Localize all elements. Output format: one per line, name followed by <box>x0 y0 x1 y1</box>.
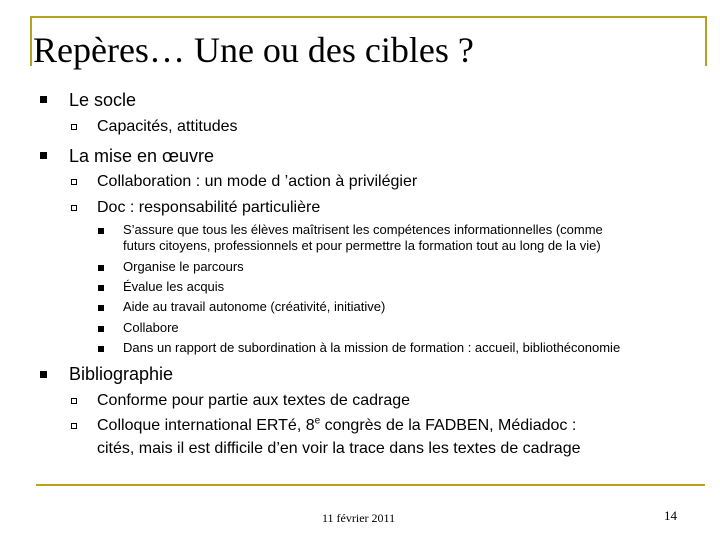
bullet-hollow-square-icon <box>71 398 77 404</box>
footer-date: 11 février 2011 <box>322 511 396 525</box>
sub-bullet-collaboration: Collaboration : un mode d ’action à privilégier <box>97 173 418 190</box>
bullet-square-icon <box>40 152 47 159</box>
bullet-hollow-square-icon <box>71 423 77 429</box>
bullet-bibliographie: Bibliographie <box>69 364 174 384</box>
bullet-small-square-icon <box>98 326 104 332</box>
slide-title: Repères… Une ou des cibles ? <box>33 30 474 70</box>
bullet-small-square-icon <box>98 285 104 291</box>
item-sassure-line2: futurs citoyens, professionnels et pour permettre la formation tout au long de la vie) <box>123 238 601 253</box>
item-organise: Organise le parcours <box>123 259 244 274</box>
colloque-superscript: e <box>314 415 321 427</box>
item-collabore: Collabore <box>123 320 179 335</box>
bullet-small-square-icon <box>98 265 104 271</box>
title-frame-right <box>705 16 707 66</box>
item-evalue: Évalue les acquis <box>123 279 225 294</box>
bullet-small-square-icon <box>98 305 104 311</box>
sub-bullet-colloque-line1 <box>97 416 576 436</box>
title-frame-left <box>30 16 32 66</box>
colloque-text-b: congrès de la FADBEN, Médiadoc : <box>320 417 577 434</box>
item-sassure-line1: S’assure que tous les élèves maîtrisent les compétences informationnelles (comme <box>123 222 603 237</box>
bullet-square-icon <box>40 96 47 103</box>
sub-bullet-doc: Doc : responsabilité particulière <box>97 199 321 216</box>
sub-bullet-colloque-line2: cités, mais il est difficile d’en voir la trace dans les textes de cadrage <box>97 440 581 457</box>
bullet-hollow-square-icon <box>71 179 77 185</box>
page-number: 14 <box>664 508 677 523</box>
sub-bullet-conforme: Conforme pour partie aux textes de cadrage <box>97 392 411 409</box>
bullet-small-square-icon <box>98 228 104 234</box>
item-aide: Aide au travail autonome (créativité, initiative) <box>123 299 386 314</box>
title-frame-top <box>30 16 707 18</box>
footer-divider <box>36 484 705 486</box>
item-subordination: Dans un rapport de subordination à la mission de formation : accueil, bibliothéconomie <box>123 340 621 355</box>
bullet-hollow-square-icon <box>71 205 77 211</box>
bullet-square-icon <box>40 371 47 378</box>
bullet-small-square-icon <box>98 346 104 352</box>
bullet-mise-en-oeuvre: La mise en œuvre <box>69 146 215 166</box>
colloque-text-a: Colloque international ERTé, 8 <box>97 417 315 434</box>
sub-bullet-capacites: Capacités, attitudes <box>97 118 238 135</box>
bullet-le-socle: Le socle <box>69 90 137 110</box>
bullet-hollow-square-icon <box>71 124 77 130</box>
